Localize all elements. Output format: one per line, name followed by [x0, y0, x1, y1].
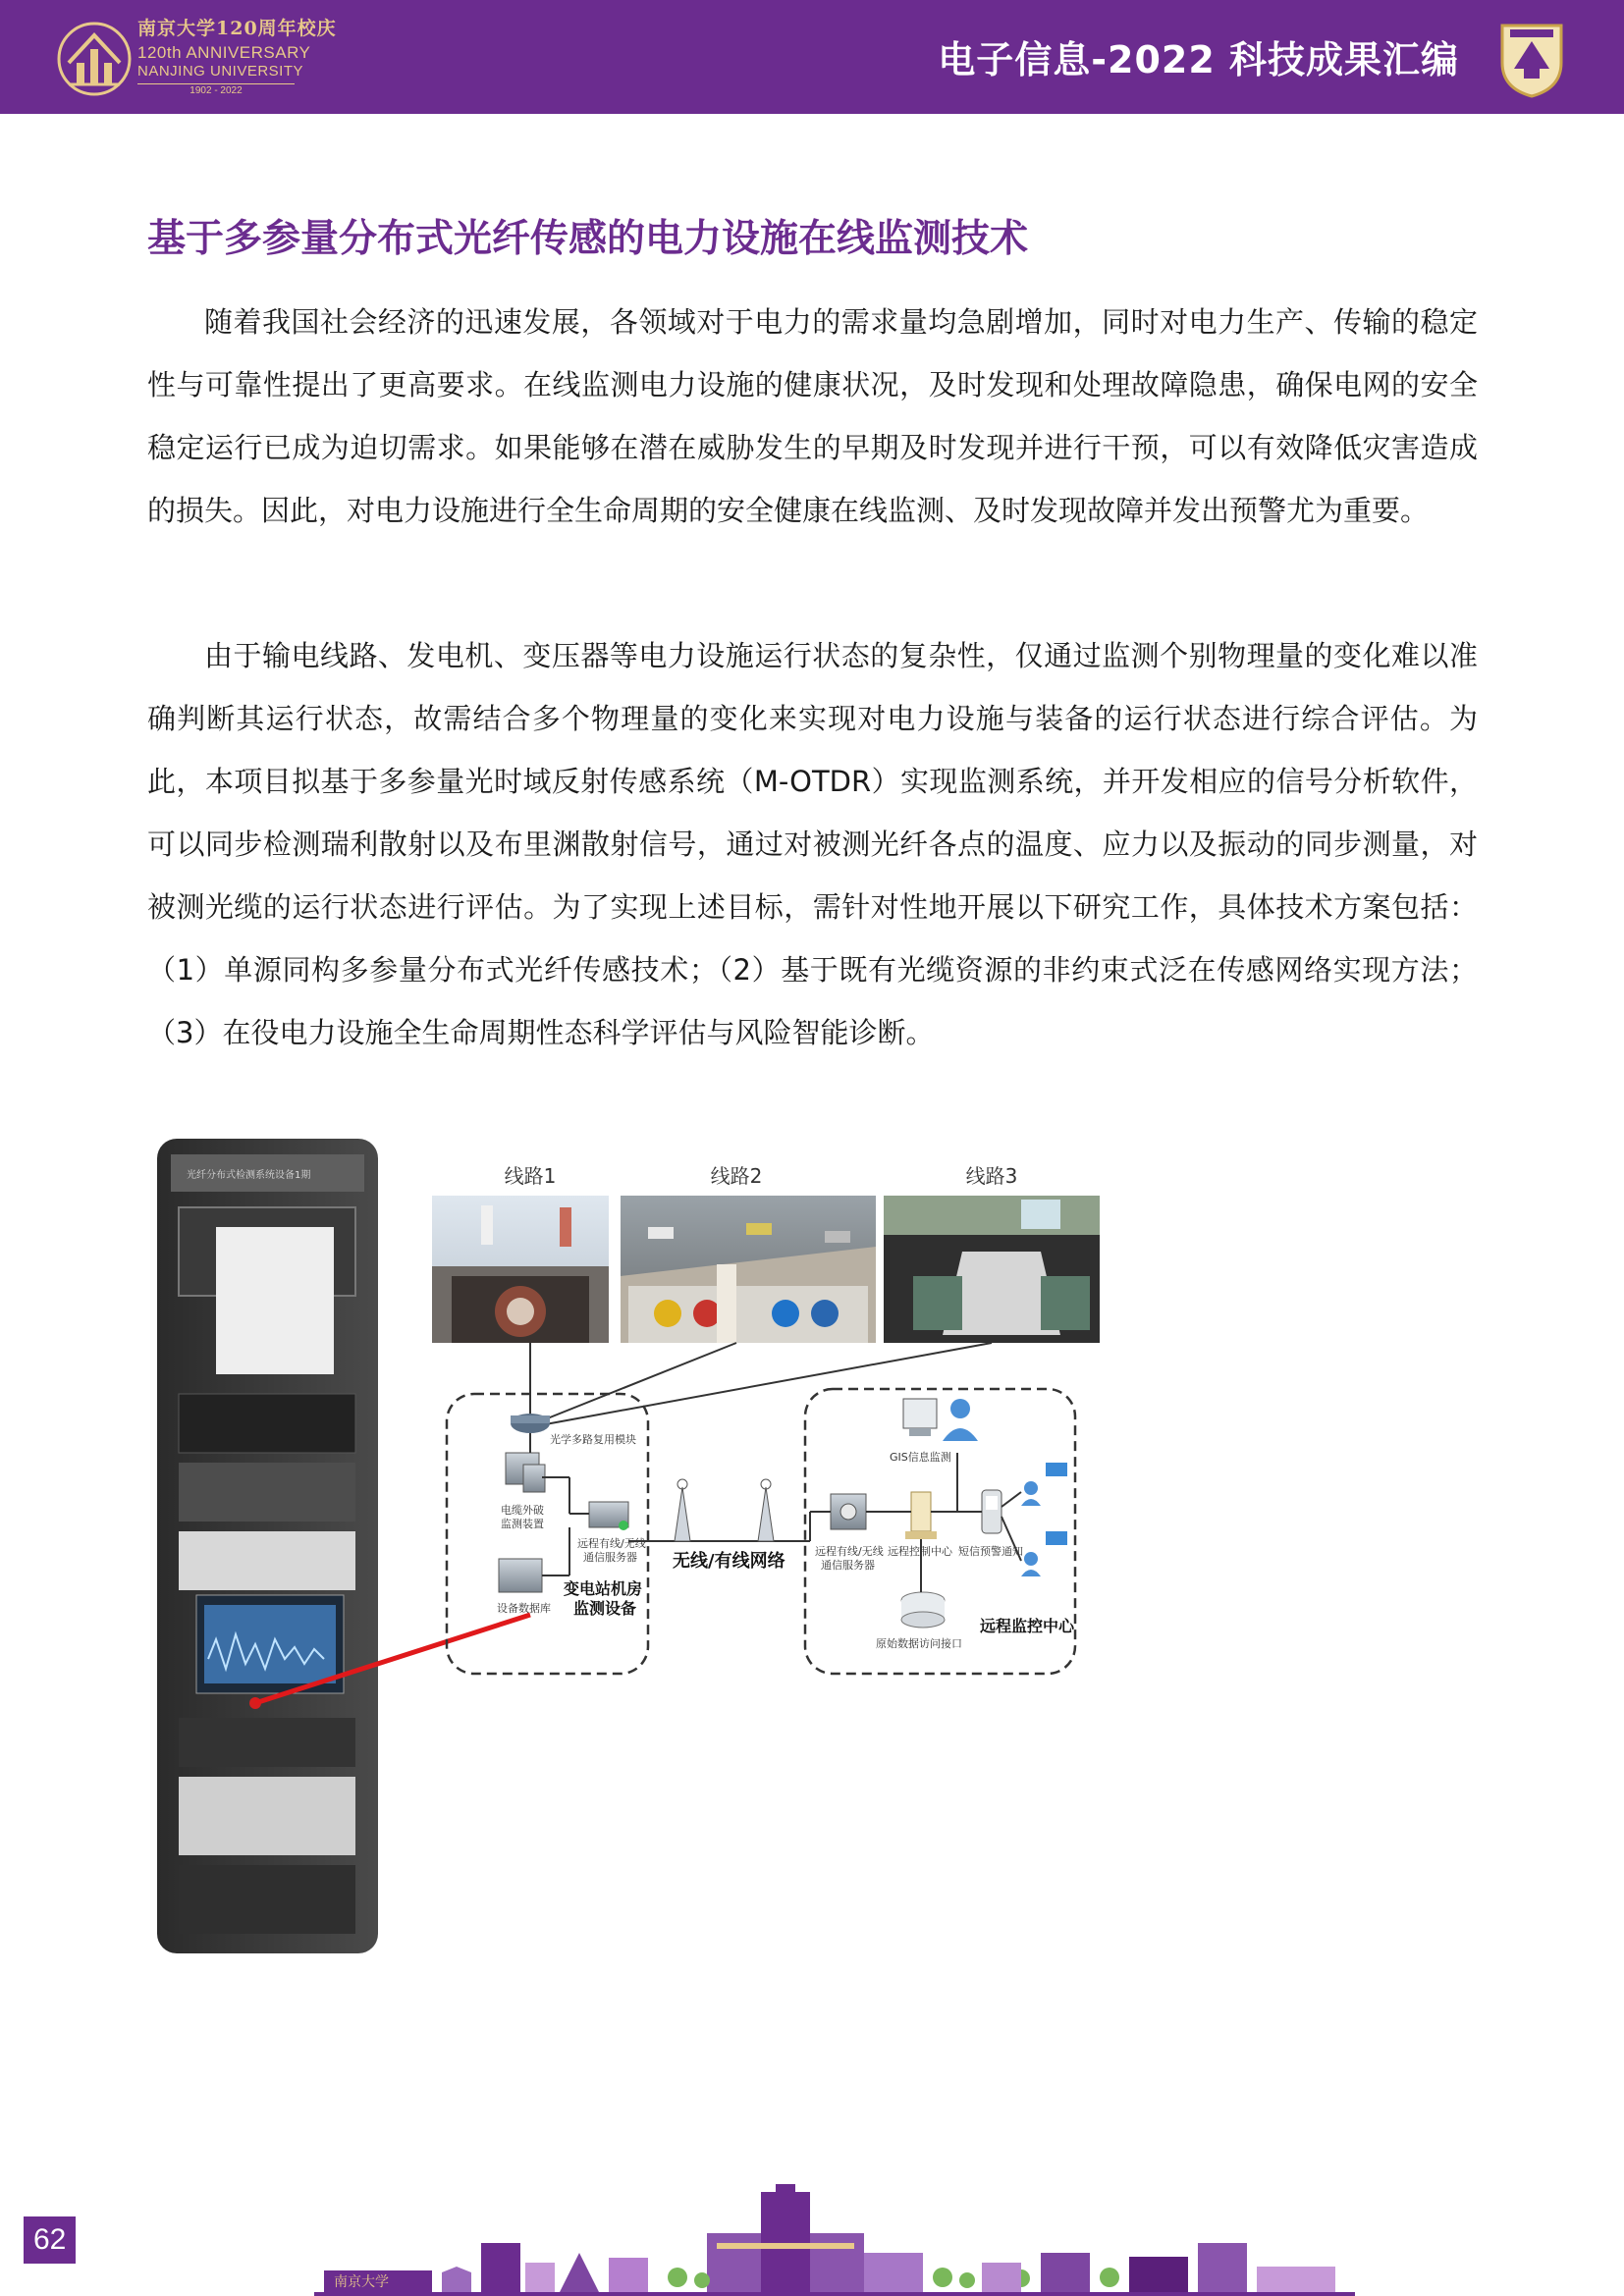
- substation-server-label-2: 通信服务器: [583, 1551, 637, 1564]
- article-title: 基于多参量分布式光纤传感的电力设施在线监测技术: [147, 217, 1029, 261]
- header-title: 电子信息-2022 科技成果汇编: [938, 38, 1459, 81]
- campus-skyline-illustration: [314, 2184, 1355, 2296]
- remote-center-label: 远程监控中心: [980, 1617, 1075, 1635]
- raw-data-label: 原始数据访问接口: [876, 1637, 962, 1650]
- monitor-label-1: 电缆外破: [501, 1504, 544, 1517]
- sms-label: 短信预警通知: [958, 1545, 1023, 1558]
- substation-server-node: [577, 1502, 646, 1564]
- gis-monitor-node: [890, 1399, 978, 1464]
- network-label: 无线/有线网络: [673, 1551, 785, 1572]
- gis-label: GIS信息监测: [890, 1451, 951, 1464]
- anniversary-cn: 南京大学120周年校庆: [137, 18, 337, 39]
- substation-label-2: 监测设备: [573, 1599, 637, 1618]
- device-db-label: 设备数据库: [497, 1602, 551, 1615]
- route-2-panel: [621, 1164, 876, 1343]
- equipment-cabinet-photo: [157, 1139, 378, 1953]
- mux-label: 光学多路复用模块: [550, 1433, 636, 1446]
- route-3-label: 线路3: [965, 1164, 1018, 1188]
- article-paragraph-1: 随着我国社会经济的迅速发展，各领域对于电力的需求量均急剧增加，同时对电力生产、传输的稳定性与可靠性提出了更高要求。在线监测电力设施的健康状况，及时发现和处理故障隐患，确保电网的安全稳定运行已成为迫切需求。如果能够在潜在威胁发生的早期及时发现并进行干预，可以有效降低灾害造成的损失。因此，对电力设施进行全生命周期的安全健康在线监测、及时发现故障并发出预警尤为重要。: [147, 305, 1478, 527]
- monitor-label-2: 监测装置: [501, 1518, 544, 1530]
- skyline-text: 南京大学: [334, 2274, 389, 2290]
- anniversary-text: [137, 20, 337, 96]
- sms-alert-node: [958, 1490, 1023, 1558]
- page-header: [0, 0, 1624, 114]
- substation-server-label-1: 远程有线/无线: [577, 1537, 646, 1550]
- device-database-node: [497, 1559, 551, 1615]
- system-architecture-figure: [157, 1129, 1424, 1953]
- substation-label-1: 变电站机房: [564, 1579, 643, 1598]
- route-3-panel: [884, 1164, 1100, 1343]
- user-icon-2: [1021, 1531, 1067, 1576]
- article-paragraph-2: 由于输电线路、发电机、变压器等电力设施运行状态的复杂性，仅通过监测个别物理量的变化难以准确判断其运行状态，故需结合多个物理量的变化来实现对电力设施与装备的运行状态进行综合评估。为此，本项目拟基于多参量光时域反射传感系统（M-OTDR）实现监测系统，并开发相应的信号分析软件，可以同步检测瑞利散射以及布里渊散射信号，通过对被测光纤各点的温度、应力以及振动的同步测量，对被测光缆的运行状态进行评估。为了实现上述目标，需针对性地开展以下研究工作，具体技术方案包括：（1）单源同构多参量分布式光纤传感技术；（2）基于既有光缆资源的非约束式泛在传感网络实现方法；（3）在役电力设施全生命周期性态科学评估与风险智能诊断。: [147, 639, 1478, 1049]
- route-2-label: 线路2: [710, 1164, 763, 1188]
- page-number: 62: [24, 2216, 76, 2264]
- anniversary-en-line2: NANJING UNIVERSITY: [137, 63, 304, 80]
- wireless-wired-network: [628, 1479, 810, 1572]
- route-1-panel: [432, 1164, 609, 1343]
- university-emblem-icon: [1498, 20, 1565, 98]
- anniversary-logo-icon: [55, 20, 134, 98]
- anniversary-years: 1902 - 2022: [137, 83, 295, 96]
- remote-server-node: [815, 1494, 884, 1572]
- remote-server-label-1: 远程有线/无线: [815, 1545, 884, 1558]
- raw-data-node: [876, 1592, 962, 1650]
- anniversary-en-line1: 120th ANNIVERSARY: [137, 43, 311, 62]
- route-1-label: 线路1: [504, 1164, 557, 1188]
- monitor-device-node: [501, 1453, 545, 1530]
- remote-server-label-2: 通信服务器: [821, 1559, 875, 1572]
- user-icon-1: [1021, 1463, 1067, 1506]
- control-label: 远程控制中心: [888, 1545, 952, 1558]
- substation-group-label: [564, 1579, 642, 1618]
- cabinet-label: 光纤分布式检测系统设备1期: [187, 1170, 311, 1181]
